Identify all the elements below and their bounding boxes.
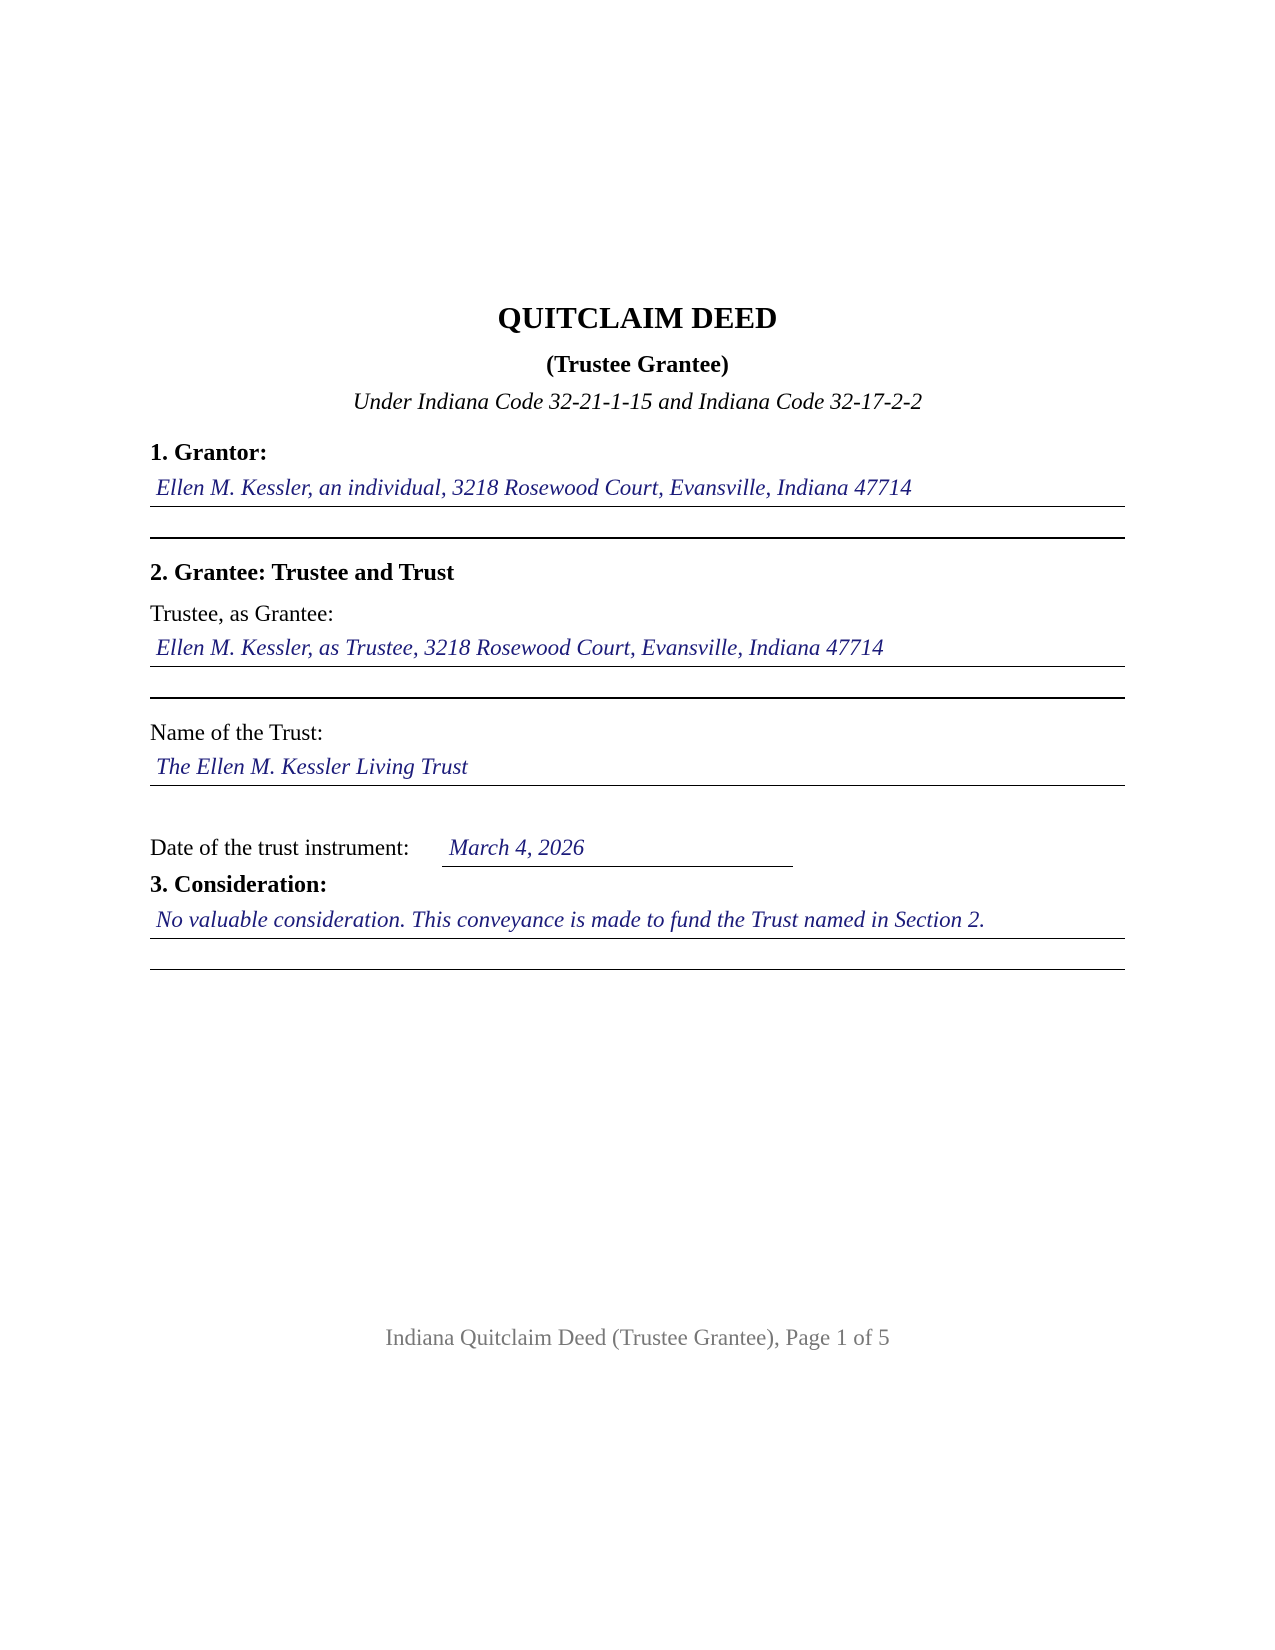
document-subtitle: (Trustee Grantee) [546, 352, 729, 378]
consideration-field-line [150, 938, 1125, 939]
consideration-field-value[interactable]: No valuable consideration. This conveyance is made to fund the Trust named in Section 2. [156, 907, 986, 932]
trustee-extra-line [150, 697, 1125, 699]
statute-reference: Under Indiana Code 32-21-1-15 and Indiana Code 32-17-2-2 [352, 389, 923, 414]
grantor-field-line [150, 506, 1125, 507]
trust-name-field-line [150, 785, 1125, 786]
trustee-field-value[interactable]: Ellen M. Kessler, as Trustee, 3218 Rosewood Court, Evansville, Indiana 47714 [156, 635, 884, 660]
grantee-heading: 2. Grantee: Trustee and Trust [150, 560, 455, 586]
consideration-extra-line [150, 969, 1125, 970]
trustee-label: Trustee, as Grantee: [150, 601, 334, 626]
page-footer: Indiana Quitclaim Deed (Trustee Grantee), Page 1 of 5 [385, 1325, 890, 1350]
trust-name-label: Name of the Trust: [150, 720, 324, 745]
trustee-field-line [150, 666, 1125, 667]
consideration-heading: 3. Consideration: [150, 872, 328, 898]
trust-date-field-value[interactable]: March 4, 2026 [449, 835, 585, 860]
document-title: QUITCLAIM DEED [497, 300, 778, 335]
trust-name-field-value[interactable]: The Ellen M. Kessler Living Trust [156, 754, 468, 779]
grantor-heading: 1. Grantor: [150, 440, 268, 466]
grantor-extra-line [150, 537, 1125, 539]
grantor-field-value[interactable]: Ellen M. Kessler, an individual, 3218 Rosewood Court, Evansville, Indiana 47714 [156, 475, 912, 500]
trust-date-label: Date of the trust instrument: [150, 835, 410, 860]
trust-date-field-line [442, 866, 793, 867]
